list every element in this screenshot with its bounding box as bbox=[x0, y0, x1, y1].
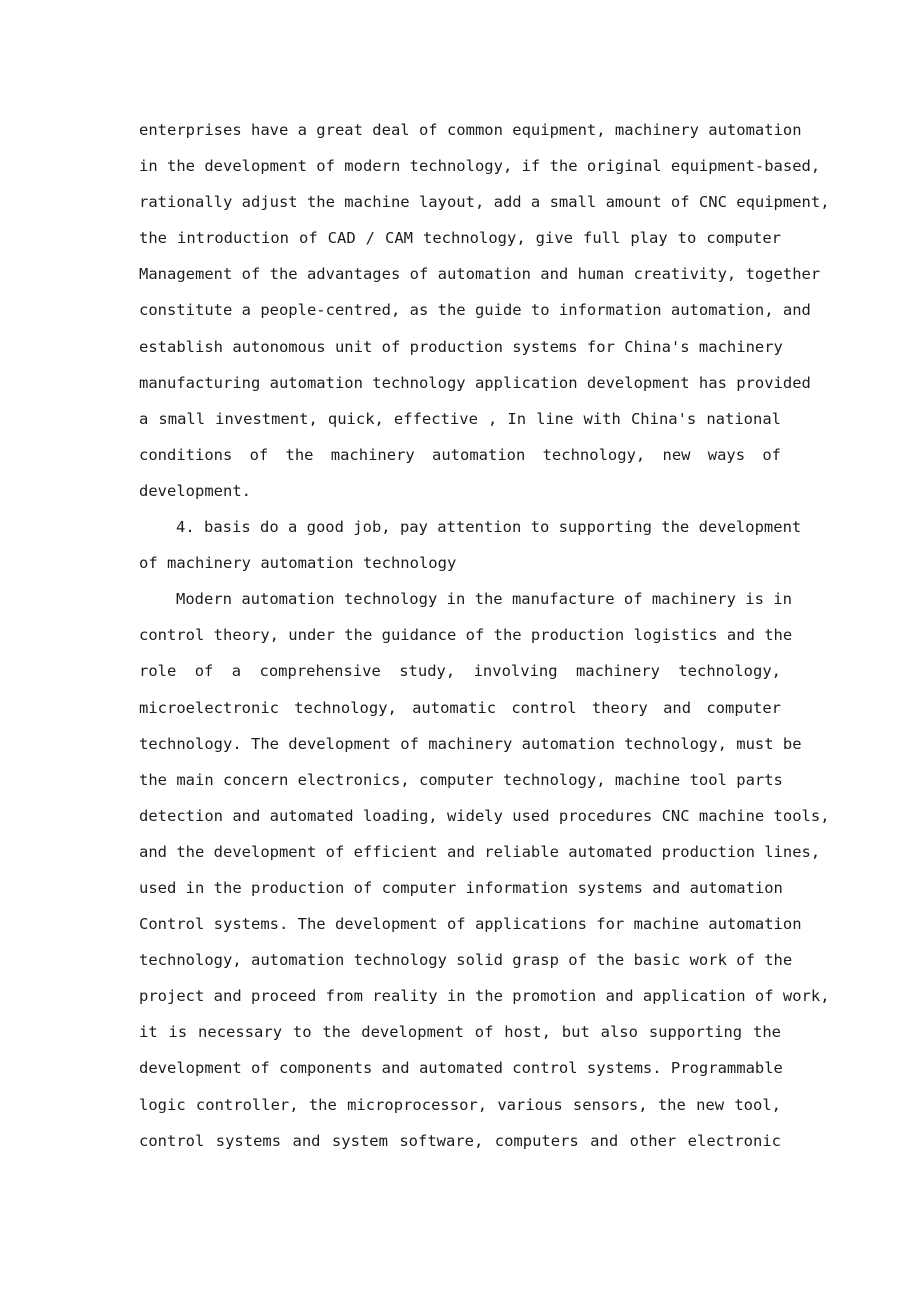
text-line: rationally adjust the machine layout, add a small amount of CNC equipment, bbox=[139, 193, 830, 212]
text-line: the introduction of CAD / CAM technology, give full play to computer bbox=[139, 229, 781, 248]
text-line: microelectronic technology, automatic control theory and computer bbox=[139, 698, 781, 717]
text-line: control systems and system software, computers and other electronic bbox=[139, 1131, 781, 1150]
text-line: and the development of efficient and reliable automated production lines, bbox=[139, 842, 821, 861]
text-line: development of components and automated control systems. Programmable bbox=[139, 1059, 783, 1078]
document-body bbox=[139, 112, 830, 1159]
text-line: Management of the advantages of automation and human creativity, together bbox=[139, 265, 821, 284]
section-heading-line: of machinery automation technology bbox=[139, 554, 457, 573]
text-line: constitute a people-centred, as the guide to information automation, and bbox=[139, 301, 811, 320]
text-line: role of a comprehensive study, involving machinery technology, bbox=[139, 662, 781, 681]
text-line: manufacturing automation technology application development has provided bbox=[139, 373, 811, 392]
text-line: a small investment, quick, effective , In line with China's national bbox=[139, 409, 781, 428]
text-line: development. bbox=[139, 481, 251, 500]
text-line: in the development of modern technology, if the original equipment-based, bbox=[139, 157, 821, 176]
section-heading-line: 4. basis do a good job, pay attention to supporting the development bbox=[176, 518, 802, 537]
text-line: used in the production of computer information systems and automation bbox=[139, 878, 783, 897]
paragraph-body bbox=[139, 581, 830, 1159]
text-line: it is necessary to the development of host, but also supporting the bbox=[139, 1023, 781, 1042]
text-line: the main concern electronics, computer technology, machine tool parts bbox=[139, 770, 783, 789]
paragraph-heading-4 bbox=[139, 509, 802, 581]
text-line: Modern automation technology in the manufacture of machinery is in bbox=[176, 590, 792, 609]
text-line: technology. The development of machinery automation technology, must be bbox=[139, 734, 802, 753]
paragraph-continuation bbox=[139, 112, 830, 509]
text-line: enterprises have a great deal of common equipment, machinery automation bbox=[139, 121, 802, 139]
text-line: conditions of the machinery automation technology, new ways of bbox=[139, 445, 781, 464]
text-line: Control systems. The development of applications for machine automation bbox=[139, 915, 802, 934]
text-line: logic controller, the microprocessor, various sensors, the new tool, bbox=[139, 1095, 781, 1114]
text-line: establish autonomous unit of production systems for China's machinery bbox=[139, 337, 783, 356]
text-line: detection and automated loading, widely used procedures CNC machine tools, bbox=[139, 806, 830, 825]
text-line: technology, automation technology solid grasp of the basic work of the bbox=[139, 951, 793, 970]
text-line: project and proceed from reality in the promotion and application of work, bbox=[139, 987, 830, 1006]
text-line: control theory, under the guidance of the production logistics and the bbox=[139, 626, 793, 645]
